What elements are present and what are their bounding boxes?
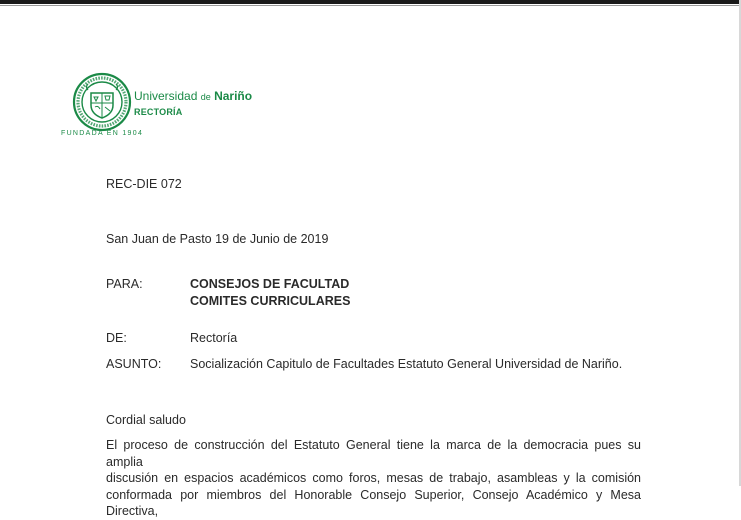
university-name-prefix: Universidad: [134, 89, 198, 103]
from-label: DE:: [106, 331, 127, 345]
to-line-2: COMITES CURRICULARES: [190, 294, 351, 308]
subject-value: Socialización Capitulo de Facultades Estatuto General Universidad de Nariño.: [190, 357, 623, 371]
to-line-1: CONSEJOS DE FACULTAD: [190, 277, 350, 291]
greeting: Cordial saludo: [106, 413, 186, 427]
university-name-narino: Nariño: [214, 89, 253, 103]
university-name-de: de: [200, 92, 211, 102]
body-line: El proceso de construcción del Estatuto General tiene la marca de la democracia pues su amplia: [106, 438, 641, 469]
founded-note: FUNDADA EN 1904: [61, 130, 144, 137]
university-seal-icon: [72, 72, 132, 132]
subject-label: ASUNTO:: [106, 357, 162, 371]
from-value: Rectoría: [190, 331, 238, 345]
scan-edge-line: [0, 5, 741, 6]
scan-edge-top: [0, 0, 741, 4]
body-paragraph: [106, 437, 641, 520]
body-line: discusión en espacios académicos como foros, mesas de trabajo, asambleas y la comisión: [106, 471, 641, 485]
body-line: conformada por miembros del Honorable Consejo Superior, Consejo Académico y Mesa Directiva,: [106, 487, 641, 518]
date-line: San Juan de Pasto 19 de Junio de 2019: [106, 232, 329, 246]
to-label: PARA:: [106, 277, 143, 291]
office-name: RECTORÍA: [134, 107, 183, 117]
reference-code: REC-DIE 072: [106, 177, 182, 191]
university-name: [134, 89, 252, 103]
